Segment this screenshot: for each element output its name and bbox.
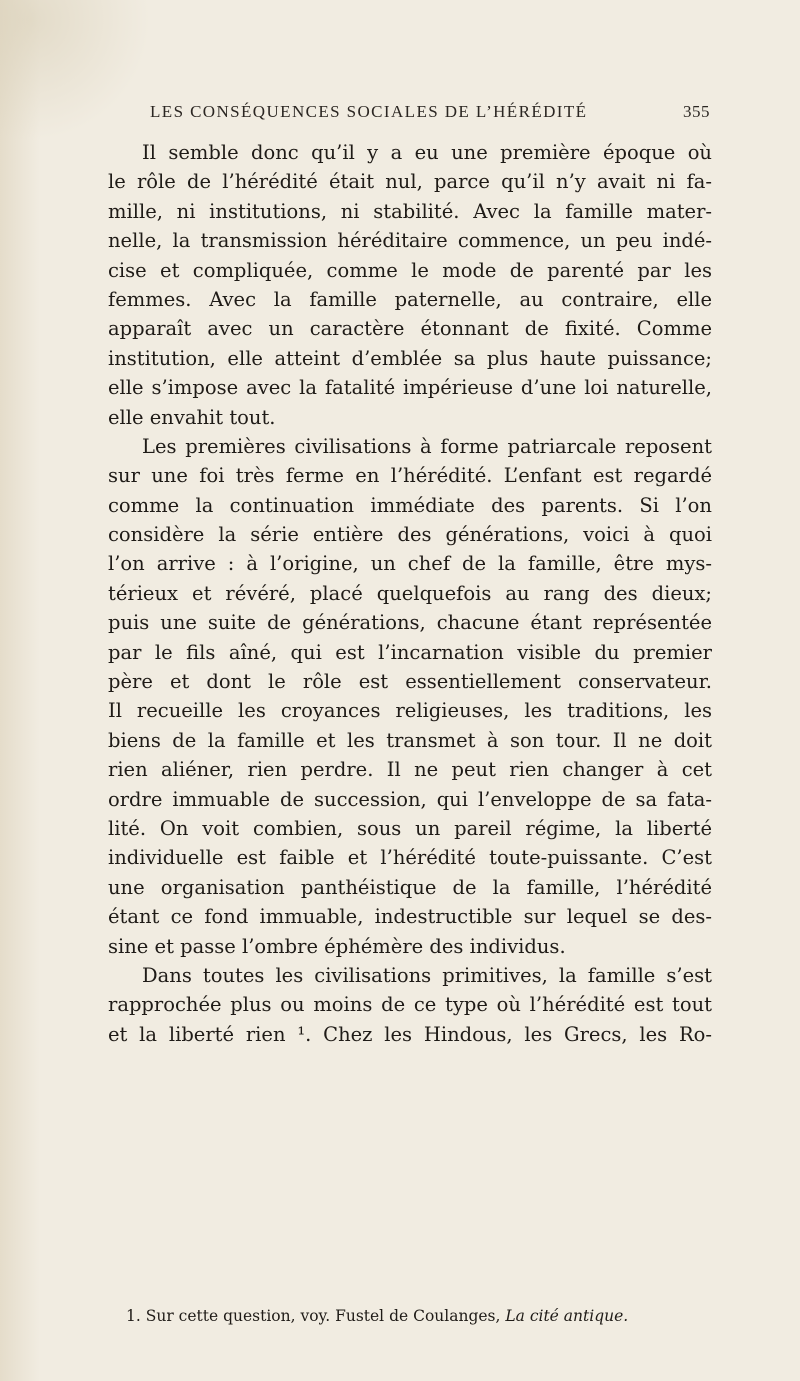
body-text: [108, 138, 712, 1049]
text-line: sine et passe l’ombre éphémère des individus.: [108, 934, 566, 958]
text-line: mille, ni institutions, ni stabilité. Avec la famille mater-: [108, 199, 712, 223]
footnote-title: La cité antique.: [505, 1307, 629, 1325]
paragraph-3: [108, 961, 712, 1049]
text-line: elle envahit tout.: [108, 405, 276, 429]
footnote-text: 1. Sur cette question, voy. Fustel de Coulanges,: [126, 1307, 506, 1325]
text-line: nelle, la transmission héréditaire commence, un peu indé-: [108, 229, 712, 253]
paragraph-2: [108, 432, 712, 961]
text-line: et la liberté rien ¹. Chez les Hindous, les Grecs, les Ro-: [108, 1022, 712, 1046]
running-title: LES CONSÉQUENCES SOCIALES DE L’HÉRÉDITÉ: [150, 102, 588, 121]
text-line: une organisation panthéistique de la famille, l’hérédité: [108, 875, 712, 899]
text-line: par le fils aîné, qui est l’incarnation visible du premier: [108, 640, 712, 664]
text-line: elle s’impose avec la fatalité impérieuse d’une loi naturelle,: [108, 376, 712, 400]
text-line: apparaît avec un caractère étonnant de fixité. Comme: [108, 317, 712, 341]
running-header: [150, 102, 710, 126]
text-line: père et dont le rôle est essentiellement conservateur.: [108, 670, 712, 694]
text-line: puis une suite de générations, chacune étant représentée: [108, 611, 712, 635]
text-line: individuelle est faible et l’hérédité toute-puissante. C’est: [108, 846, 712, 870]
text-line: cise et compliquée, comme le mode de parenté par les: [108, 258, 712, 282]
text-line: l’on arrive : à l’origine, un chef de la famille, être mys-: [108, 552, 712, 576]
text-line: ordre immuable de succession, qui l’enveloppe de sa fata-: [108, 787, 712, 811]
text-line: Il semble donc qu’il y a eu une première époque où: [142, 141, 712, 164]
text-line: Dans toutes les civilisations primitives, la famille s’est: [142, 963, 712, 987]
paragraph-1: [108, 138, 712, 432]
text-line: le rôle de l’hérédité était nul, parce qu’il n’y avait ni fa-: [108, 170, 712, 194]
text-line: sur une foi très ferme en l’hérédité. L’enfant est regardé: [108, 464, 712, 488]
text-line: considère la série entière des générations, voici à quoi: [108, 523, 712, 547]
text-line: comme la continuation immédiate des parents. Si l’on: [108, 493, 712, 517]
text-line: institution, elle atteint d’emblée sa plus haute puissance;: [108, 346, 712, 370]
footnote: [126, 1306, 716, 1326]
text-line: Il recueille les croyances religieuses, les traditions, les: [108, 699, 712, 723]
text-line: étant ce fond immuable, indestructible sur lequel se des-: [108, 905, 712, 929]
text-line: lité. On voit combien, sous un pareil régime, la liberté: [108, 816, 712, 840]
text-line: femmes. Avec la famille paternelle, au contraire, elle: [108, 287, 712, 311]
text-line: rapprochée plus ou moins de ce type où l’hérédité est tout: [108, 993, 712, 1017]
text-line: biens de la famille et les transmet à son tour. Il ne doit: [108, 728, 712, 752]
page-number: 355: [683, 102, 710, 121]
text-line: rien aliéner, rien perdre. Il ne peut rien changer à cet: [108, 758, 712, 782]
text-line: Les premières civilisations à forme patriarcale reposent: [142, 434, 712, 458]
text-line: térieux et révéré, placé quelquefois au rang des dieux;: [108, 581, 712, 605]
